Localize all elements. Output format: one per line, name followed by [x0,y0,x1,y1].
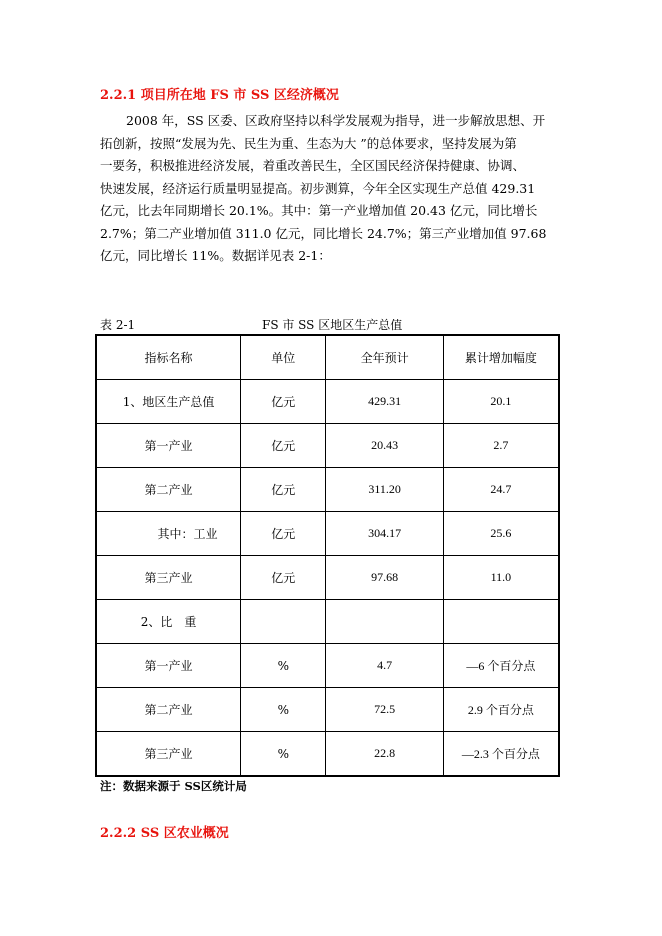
table-cell: 第二产业 [96,468,241,512]
table-cell: 2、比 重 [96,600,241,644]
table-row [96,556,559,600]
table-cell: 72.5 [326,688,443,732]
paragraph-line: 2008 年，SS 区委、区政府坚持以科学发展观为指导，进一步解放思想、开 [126,113,546,128]
table-row [96,644,559,688]
table-cell: 24.7 [443,468,559,512]
table-cell: 其中：工业 [96,512,241,556]
table-cell: 1、地区生产总值 [96,380,241,424]
paragraph-line: 2.7%；第二产业增加值 311.0 亿元，同比增长 24.7%；第三产业增加值 97.68 [100,225,547,241]
table-row [96,600,559,644]
table-cell: 第一产业 [96,424,241,468]
section-heading-agriculture: 2.2.2 SS 区农业概况 [100,826,229,841]
table-source-note: 注：数据来源于 SS区统计局 [100,779,247,793]
table-cell: % [241,644,326,688]
table-cell: —6 个百分点 [443,644,559,688]
table-cell [241,600,326,644]
paragraph-line: 一要务，积极推进经济发展，着重改善民生，全区国民经济保持健康、协调、 [100,158,526,173]
table-cell: 2.9 个百分点 [443,688,559,732]
table-cell: 亿元 [241,468,326,512]
section-heading-economy: 2.2.1 项目所在地 FS 市 SS 区经济概况 [100,88,339,103]
table-row [96,732,559,777]
table-row [96,380,559,424]
table-cell: 第二产业 [96,688,241,732]
table-label: 表 2-1 [100,318,136,332]
table-cell [326,600,443,644]
paragraph-line: 快速发展，经济运行质量明显提高。初步测算，今年全区实现生产总值 429.31 [100,180,536,196]
table-row [96,468,559,512]
table-title: FS 市 SS 区地区生产总值 [262,318,403,332]
table-cell: 第三产业 [96,556,241,600]
gdp-table [95,334,560,777]
table-cell: 311.20 [326,468,443,512]
header-cell: 累计增加幅度 [443,335,559,380]
table-cell: 22.8 [326,732,443,777]
header-cell: 指标名称 [96,335,241,380]
table-cell: % [241,688,326,732]
table-cell: 304.17 [326,512,443,556]
table-row [96,512,559,556]
table-cell: 20.1 [443,380,559,424]
table-cell: —2.3 个百分点 [443,732,559,777]
header-cell: 全年预计 [326,335,443,380]
table-header-row [96,335,559,380]
table-cell: 亿元 [241,380,326,424]
paragraph-line: 拓创新，按照“发展为先、民生为重、生态为大 ”的总体要求，坚持发展为第 [100,135,517,151]
table-cell [443,600,559,644]
table-cell: 第一产业 [96,644,241,688]
table-cell: 11.0 [443,556,559,600]
table-cell: 2.7 [443,424,559,468]
table-cell: 亿元 [241,556,326,600]
table-cell: % [241,732,326,777]
table-cell: 25.6 [443,512,559,556]
table-cell: 4.7 [326,644,443,688]
paragraph-line: 亿元，同比增长 11%。数据详见表 2-1： [100,248,331,263]
table-row [96,424,559,468]
table-row [96,688,559,732]
header-cell: 单位 [241,335,326,380]
table-cell: 亿元 [241,512,326,556]
table-cell: 20.43 [326,424,443,468]
table-cell: 第三产业 [96,732,241,777]
table-cell: 429.31 [326,380,443,424]
table-cell: 亿元 [241,424,326,468]
paragraph-line: 亿元，比去年同期增长 20.1%。其中：第一产业增加值 20.43 亿元，同比增长 [100,203,538,218]
economy-paragraph [100,110,562,268]
table-cell: 97.68 [326,556,443,600]
